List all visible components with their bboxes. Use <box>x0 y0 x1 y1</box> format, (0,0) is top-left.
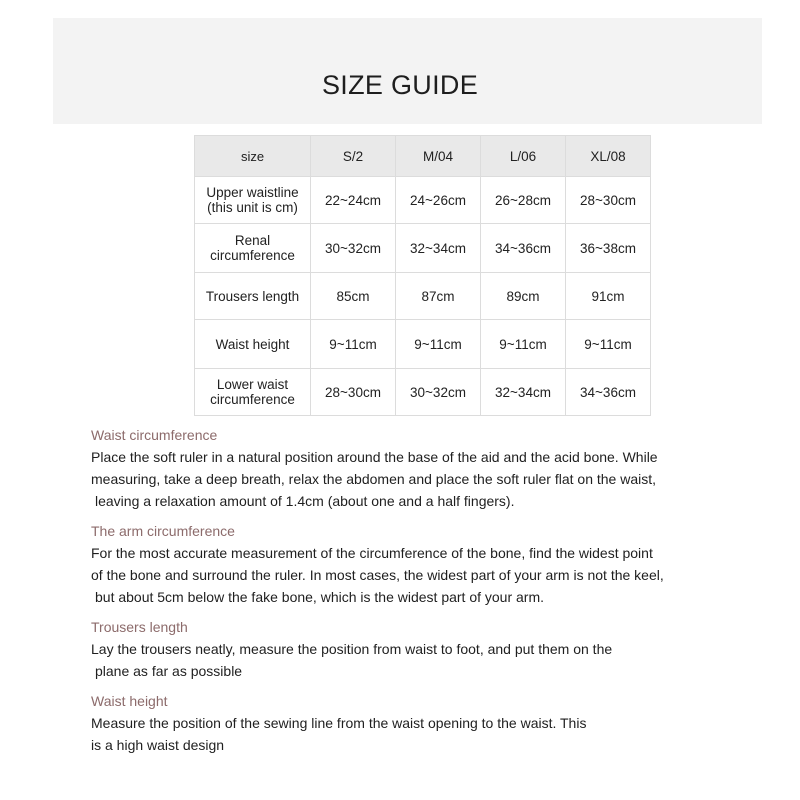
table-cell: 32~34cm <box>481 369 566 416</box>
table-cell: 34~36cm <box>481 224 566 273</box>
note-line: Lay the trousers neatly, measure the position from waist to foot, and put them on the <box>91 641 613 657</box>
note-waist-height <box>91 692 731 756</box>
row-label-line: (this unit is cm) <box>207 200 298 215</box>
note-line: leaving a relaxation amount of 1.4cm (about one and a half fingers). <box>95 493 515 509</box>
table-cell: 85cm <box>311 273 396 320</box>
table-cell: 91cm <box>566 273 651 320</box>
row-label <box>195 369 311 416</box>
note-line: plane as far as possible <box>95 663 243 679</box>
note-waist-circumference <box>91 426 731 512</box>
note-title: Waist circumference <box>91 427 218 443</box>
note-arm-circumference <box>91 522 731 608</box>
table-row <box>195 320 651 369</box>
table-cell: 30~32cm <box>396 369 481 416</box>
row-label-line: Upper waistline <box>206 185 299 200</box>
row-label-line: Renal <box>234 233 271 248</box>
row-label <box>195 320 311 369</box>
row-label-line: circumference <box>210 392 295 407</box>
row-label-line: Waist height <box>215 336 290 352</box>
table-cell: 28~30cm <box>566 177 651 224</box>
column-header: L/06 <box>481 136 566 177</box>
note-line: Measure the position of the sewing line from the waist opening to the waist. This <box>91 715 587 731</box>
table-cell: 24~26cm <box>396 177 481 224</box>
table-cell: 28~30cm <box>311 369 396 416</box>
table-cell: 9~11cm <box>311 320 396 369</box>
row-label-line: Lower waist <box>216 377 289 392</box>
table-row <box>195 177 651 224</box>
size-table <box>194 135 651 416</box>
table-cell: 26~28cm <box>481 177 566 224</box>
note-line: measuring, take a deep breath, relax the abdomen and place the soft ruler flat on the waist, <box>91 471 657 487</box>
table-cell: 9~11cm <box>566 320 651 369</box>
note-title: Trousers length <box>91 619 188 635</box>
note-title: The arm circumference <box>91 523 235 539</box>
column-header: size <box>195 136 311 177</box>
table-cell: 89cm <box>481 273 566 320</box>
table-cell: 34~36cm <box>566 369 651 416</box>
table-header-row <box>195 136 651 177</box>
table-cell: 87cm <box>396 273 481 320</box>
note-line: of the bone and surround the ruler. In most cases, the widest part of your arm is not the keel, <box>91 567 664 583</box>
table-cell: 32~34cm <box>396 224 481 273</box>
table-row <box>195 224 651 273</box>
note-trousers-length <box>91 618 731 682</box>
row-label-line: circumference <box>210 248 295 263</box>
page-title: SIZE GUIDE <box>321 70 479 100</box>
note-title: Waist height <box>91 693 168 709</box>
column-header: M/04 <box>396 136 481 177</box>
note-line: Place the soft ruler in a natural position around the base of the aid and the acid bone. While <box>91 449 658 465</box>
table-cell: 9~11cm <box>481 320 566 369</box>
table-cell: 36~38cm <box>566 224 651 273</box>
table-cell: 9~11cm <box>396 320 481 369</box>
table-cell: 22~24cm <box>311 177 396 224</box>
table-cell: 30~32cm <box>311 224 396 273</box>
column-header: S/2 <box>311 136 396 177</box>
note-line: but about 5cm below the fake bone, which is the widest part of your arm. <box>95 589 545 605</box>
note-line: is a high waist design <box>91 737 225 753</box>
table-row <box>195 369 651 416</box>
row-label <box>195 273 311 320</box>
row-label <box>195 177 311 224</box>
table-row <box>195 273 651 320</box>
measurement-notes <box>91 426 731 766</box>
row-label-line: Trousers length <box>205 288 300 304</box>
column-header: XL/08 <box>566 136 651 177</box>
note-line: For the most accurate measurement of the circumference of the bone, find the widest point <box>91 545 653 561</box>
row-label <box>195 224 311 273</box>
